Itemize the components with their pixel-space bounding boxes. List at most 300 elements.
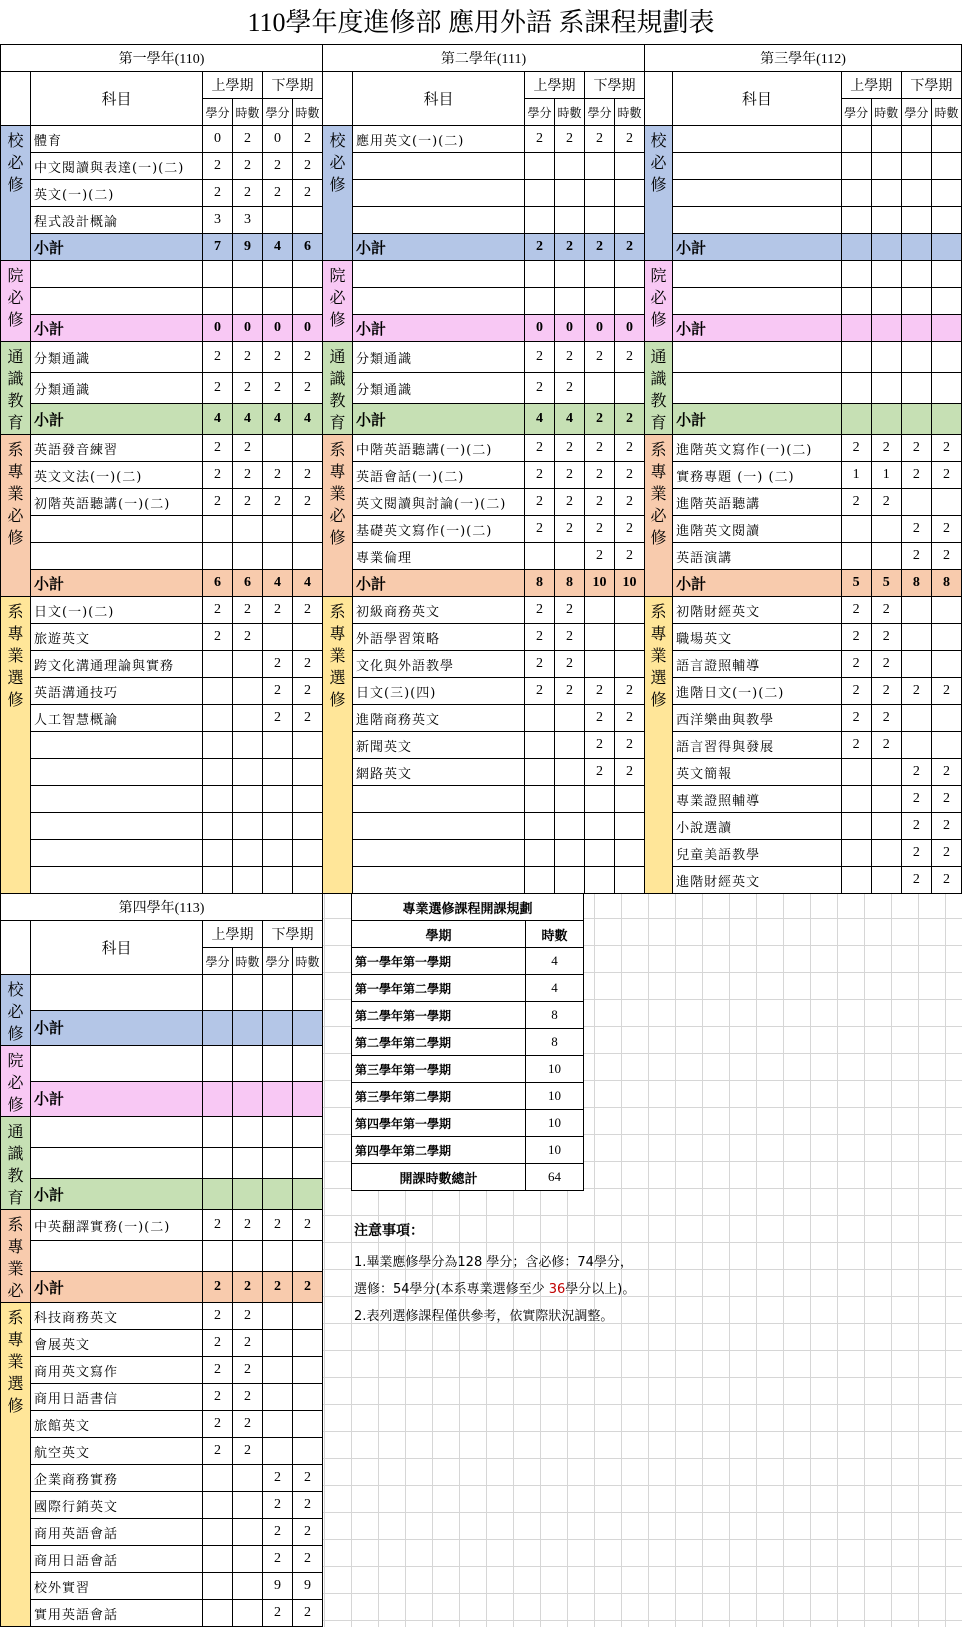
course-c2: 2: [263, 1492, 293, 1519]
course-row: [645, 705, 962, 732]
subtotal-c1: [203, 1179, 233, 1210]
course-c1: [841, 288, 871, 315]
course-row: [1, 975, 323, 1011]
course-name: [31, 732, 203, 759]
course-h1: [233, 1465, 263, 1492]
course-name: 旅館英文: [31, 1411, 203, 1438]
subtotal-row: [645, 234, 962, 261]
subtotal-h2: [931, 404, 961, 435]
course-h1: [233, 1046, 263, 1082]
course-c1: 0: [203, 126, 233, 153]
course-c2: [263, 1046, 293, 1082]
subtotal-label: 小計: [31, 404, 203, 435]
subtotal-h1: 0: [233, 315, 263, 342]
course-c2: 2: [901, 759, 931, 786]
course-name: 進階日文(一)(二): [673, 678, 842, 705]
course-c2: 2: [263, 1600, 293, 1627]
course-c1: 2: [525, 624, 555, 651]
subtotal-h1: [871, 315, 901, 342]
course-h2: 2: [931, 435, 961, 462]
course-h2: [931, 597, 961, 624]
course-row: [1, 1492, 323, 1519]
course-c1: [203, 1117, 233, 1148]
category-school-required: [1, 126, 31, 261]
course-h1: 2: [871, 705, 901, 732]
curriculum-table-year1: [0, 44, 323, 894]
course-c2: 2: [263, 180, 293, 207]
subtotal-h1: 2: [233, 1272, 263, 1303]
course-c1: 2: [525, 435, 555, 462]
course-name: 日文(三)(四): [353, 678, 525, 705]
course-c2: [263, 813, 293, 840]
course-h2: 2: [931, 462, 961, 489]
category-dept-elective: [1, 1303, 31, 1627]
course-h1: [871, 126, 901, 153]
course-name: [673, 342, 842, 373]
schedule-hours: 8: [526, 1002, 584, 1029]
course-c1: 2: [841, 624, 871, 651]
course-name: 中文閱讀與表達(一)(二): [31, 153, 203, 180]
course-c1: 2: [525, 126, 555, 153]
course-c1: 2: [841, 651, 871, 678]
course-c2: 2: [263, 1519, 293, 1546]
subtotal-c1: 2: [203, 1272, 233, 1303]
schedule-col-hours: 時數: [526, 921, 584, 948]
course-h1: 2: [233, 1357, 263, 1384]
course-row: [1, 624, 323, 651]
course-name: 英文閱讀與討論(一)(二): [353, 489, 525, 516]
course-row: [645, 786, 962, 813]
course-h2: [293, 207, 323, 234]
course-h2: [615, 651, 645, 678]
schedule-hours: 10: [526, 1137, 584, 1164]
course-name: [673, 288, 842, 315]
course-row: [323, 813, 645, 840]
course-row: [1, 759, 323, 786]
first-semester-header: 上學期: [841, 72, 901, 99]
subtotal-c2: 4: [263, 570, 293, 597]
subtotal-c2: [901, 315, 931, 342]
subtotal-h2: 0: [615, 315, 645, 342]
course-row: [323, 462, 645, 489]
course-row: [645, 261, 962, 288]
course-c1: [203, 1492, 233, 1519]
course-h2: [931, 288, 961, 315]
course-c1: [525, 543, 555, 570]
course-h1: 2: [871, 435, 901, 462]
course-c2: [901, 489, 931, 516]
blank-corner: [1, 72, 31, 126]
schedule-row: [352, 1083, 584, 1110]
first-semester-header: 上學期: [203, 72, 263, 99]
course-c2: [263, 1117, 293, 1148]
curriculum-table-year3: [644, 44, 962, 894]
category-text: 通識教育: [7, 1122, 24, 1207]
course-h1: [871, 840, 901, 867]
second-sem-credit-header: 學分: [263, 948, 293, 975]
course-name: 初階英語聽講(一)(二): [31, 489, 203, 516]
course-c1: [841, 867, 871, 894]
course-name: 旅遊英文: [31, 624, 203, 651]
course-h2: 2: [931, 867, 961, 894]
course-c2: [585, 624, 615, 651]
course-c1: [203, 543, 233, 570]
course-name: 專業證照輔導: [673, 786, 842, 813]
course-name: [31, 516, 203, 543]
category-college-required: [1, 1046, 31, 1117]
course-row: [323, 207, 645, 234]
course-name: 小說選讀: [673, 813, 842, 840]
curriculum-table-year2: [322, 44, 645, 894]
course-name: 新聞英文: [353, 732, 525, 759]
second-sem-credit-header: 學分: [263, 99, 293, 126]
course-h2: [931, 342, 961, 373]
subtotal-c2: [901, 234, 931, 261]
subtotal-c1: 2: [525, 234, 555, 261]
course-h1: 2: [555, 624, 585, 651]
category-text: 校必修: [650, 131, 667, 194]
course-h1: [555, 813, 585, 840]
course-h2: [293, 624, 323, 651]
category-dept-elective: [645, 597, 673, 894]
course-h1: 2: [871, 489, 901, 516]
schedule-row: [352, 1002, 584, 1029]
first-sem-credit-header: 學分: [525, 99, 555, 126]
course-c2: [263, 624, 293, 651]
course-h2: [293, 435, 323, 462]
course-c2: 2: [263, 1210, 293, 1241]
course-row: [323, 732, 645, 759]
course-h2: [293, 1384, 323, 1411]
course-name: 初級商務英文: [353, 597, 525, 624]
course-c2: [901, 705, 931, 732]
course-h1: 2: [555, 651, 585, 678]
subtotal-row: [1, 1081, 323, 1117]
course-h1: [233, 1546, 263, 1573]
subtotal-row: [323, 315, 645, 342]
course-c1: 2: [841, 732, 871, 759]
subtotal-h2: [931, 315, 961, 342]
subtotal-c2: 2: [585, 234, 615, 261]
course-h2: [931, 207, 961, 234]
subtotal-c1: 4: [525, 404, 555, 435]
course-name: 語言證照輔導: [673, 651, 842, 678]
course-h2: [931, 180, 961, 207]
course-name: 英語會話(一)(二): [353, 462, 525, 489]
schedule-row: [352, 1110, 584, 1137]
course-name: 中英翻譯實務(一)(二): [31, 1210, 203, 1241]
course-c2: [263, 867, 293, 894]
course-name: 基礎英文寫作(一)(二): [353, 516, 525, 543]
course-c2: [263, 288, 293, 315]
course-row: [1, 489, 323, 516]
course-name: 實用英語會話: [31, 1600, 203, 1627]
course-row: [323, 373, 645, 404]
course-h2: [293, 840, 323, 867]
course-c1: [525, 759, 555, 786]
course-h2: 2: [615, 126, 645, 153]
subtotal-label: 小計: [31, 570, 203, 597]
course-name: [31, 1117, 203, 1148]
note-elective-min: 36: [548, 1282, 566, 1297]
category-general-education: [1, 342, 31, 435]
schedule-hours: 10: [526, 1110, 584, 1137]
course-h2: 2: [615, 516, 645, 543]
subject-header: 科目: [353, 72, 525, 126]
course-c1: 2: [203, 462, 233, 489]
course-h1: 2: [555, 678, 585, 705]
course-h2: [931, 651, 961, 678]
subtotal-h2: 0: [293, 315, 323, 342]
course-h1: 3: [233, 207, 263, 234]
schedule-row: [352, 1137, 584, 1164]
course-name: 專業倫理: [353, 543, 525, 570]
course-h1: [233, 288, 263, 315]
course-h1: [233, 1573, 263, 1600]
course-c1: [525, 732, 555, 759]
course-c1: [525, 180, 555, 207]
course-c2: 9: [263, 1573, 293, 1600]
course-h2: 2: [293, 373, 323, 404]
course-h1: [233, 1241, 263, 1272]
schedule-semester: 第三學年第一學期: [352, 1056, 526, 1083]
subtotal-label: 小計: [31, 1272, 203, 1303]
course-c2: [901, 288, 931, 315]
course-h2: [931, 126, 961, 153]
subtotal-h2: [931, 234, 961, 261]
subtotal-c1: 8: [525, 570, 555, 597]
course-row: [1, 1465, 323, 1492]
course-c1: [525, 153, 555, 180]
course-name: 商用英語會話: [31, 1519, 203, 1546]
course-h2: 2: [615, 678, 645, 705]
course-h2: [615, 373, 645, 404]
course-c1: [203, 261, 233, 288]
course-c1: [203, 732, 233, 759]
course-c2: 2: [901, 678, 931, 705]
course-name: 校外實習: [31, 1573, 203, 1600]
course-name: 進階英語聽講: [673, 489, 842, 516]
course-h1: [233, 867, 263, 894]
course-c1: [841, 840, 871, 867]
course-name: [353, 867, 525, 894]
course-h1: 2: [555, 597, 585, 624]
first-sem-credit-header: 學分: [203, 948, 233, 975]
course-c2: [901, 261, 931, 288]
course-row: [1, 1148, 323, 1179]
course-h1: [871, 288, 901, 315]
subtotal-c1: 5: [841, 570, 871, 597]
course-h2: 2: [615, 543, 645, 570]
course-h1: 2: [233, 1438, 263, 1465]
schedule-semester: 第二學年第一學期: [352, 1002, 526, 1029]
course-c1: 2: [525, 516, 555, 543]
course-row: [645, 489, 962, 516]
course-h2: [615, 813, 645, 840]
year-header: 第一學年(110): [1, 45, 323, 72]
course-row: [1, 1330, 323, 1357]
course-h2: [293, 516, 323, 543]
course-c2: 2: [263, 373, 293, 404]
subtotal-h2: 10: [615, 570, 645, 597]
course-row: [1, 516, 323, 543]
course-c1: [525, 261, 555, 288]
course-h1: 2: [233, 1411, 263, 1438]
course-h1: [555, 840, 585, 867]
course-h2: 2: [615, 435, 645, 462]
course-h2: 2: [293, 1519, 323, 1546]
course-h2: [615, 840, 645, 867]
course-name: 英文簡報: [673, 759, 842, 786]
course-h2: 2: [293, 489, 323, 516]
category-general-education: [323, 342, 353, 435]
category-text: 系專業必修: [650, 440, 667, 547]
schedule-hours: 8: [526, 1029, 584, 1056]
course-c1: [203, 975, 233, 1011]
course-h1: [555, 207, 585, 234]
schedule-total-label: 開課時數總計: [352, 1164, 526, 1191]
course-name: [673, 126, 842, 153]
course-name: 程式設計概論: [31, 207, 203, 234]
subtotal-label: 小計: [31, 1179, 203, 1210]
course-h1: 2: [233, 342, 263, 373]
course-c2: [263, 975, 293, 1011]
course-h2: 2: [615, 489, 645, 516]
course-row: [645, 342, 962, 373]
course-c1: 2: [525, 342, 555, 373]
course-row: [323, 840, 645, 867]
subtotal-h2: [293, 1010, 323, 1046]
course-name: [673, 180, 842, 207]
course-row: [323, 705, 645, 732]
course-name: 西洋樂曲與教學: [673, 705, 842, 732]
course-c1: 2: [525, 597, 555, 624]
course-h1: [871, 516, 901, 543]
course-name: 分類通識: [31, 342, 203, 373]
course-row: [645, 373, 962, 404]
course-name: 會展英文: [31, 1330, 203, 1357]
course-name: [31, 1046, 203, 1082]
subtotal-h1: 5: [871, 570, 901, 597]
course-h1: [871, 180, 901, 207]
subtotal-c2: [263, 1179, 293, 1210]
course-c2: 2: [901, 543, 931, 570]
course-h1: [233, 813, 263, 840]
course-c1: 2: [203, 1357, 233, 1384]
course-h1: [555, 153, 585, 180]
course-name: 分類通識: [353, 373, 525, 404]
course-c1: 2: [203, 180, 233, 207]
course-c2: [901, 732, 931, 759]
course-row: [323, 597, 645, 624]
subtotal-row: [1, 404, 323, 435]
subtotal-h1: 4: [233, 404, 263, 435]
course-h1: [871, 207, 901, 234]
course-h1: 2: [233, 126, 263, 153]
course-row: [1, 435, 323, 462]
subtotal-h1: 0: [555, 315, 585, 342]
subtotal-label: 小計: [31, 234, 203, 261]
subtotal-label: 小計: [673, 234, 842, 261]
course-row: [1, 651, 323, 678]
course-h1: [233, 840, 263, 867]
schedule-hours: 10: [526, 1056, 584, 1083]
course-row: [1, 678, 323, 705]
category-dept-required: [1, 435, 31, 597]
course-name: [31, 1241, 203, 1272]
course-h1: [555, 288, 585, 315]
course-h2: [293, 1330, 323, 1357]
course-name: 文化與外語教學: [353, 651, 525, 678]
schedule-title: 專業選修課程開課規劃: [352, 894, 584, 921]
first-semester-header: 上學期: [525, 72, 585, 99]
course-h2: 2: [293, 705, 323, 732]
course-h1: [555, 759, 585, 786]
course-c2: [585, 786, 615, 813]
subtotal-c2: [263, 1010, 293, 1046]
course-c2: [901, 624, 931, 651]
subtotal-c1: [203, 1081, 233, 1117]
course-h1: [871, 786, 901, 813]
course-h1: 2: [555, 489, 585, 516]
category-school-required: [1, 975, 31, 1046]
schedule-row: [352, 948, 584, 975]
category-text: 系專業必修: [7, 440, 24, 547]
note-line-3: 2.表列選修課程僅供參考，依實際狀況調整。: [354, 1309, 614, 1324]
category-text: 院必修: [329, 266, 346, 329]
course-c1: [203, 786, 233, 813]
course-c1: [525, 288, 555, 315]
category-general-education: [1, 1117, 31, 1210]
course-c1: 2: [203, 342, 233, 373]
course-c2: [263, 1303, 293, 1330]
course-h2: [293, 1303, 323, 1330]
subtotal-c1: 0: [525, 315, 555, 342]
category-text: 院必修: [650, 266, 667, 329]
blank-corner: [323, 72, 353, 126]
course-c1: [203, 516, 233, 543]
course-c2: 2: [901, 813, 931, 840]
subtotal-label: 小計: [353, 570, 525, 597]
course-name: [31, 759, 203, 786]
category-text: 系專業必修: [329, 440, 346, 547]
course-c2: 2: [263, 1465, 293, 1492]
subtotal-row: [1, 1010, 323, 1046]
course-h1: [233, 732, 263, 759]
course-h2: 2: [293, 1546, 323, 1573]
category-text: 通識教育: [7, 347, 24, 432]
course-c1: 2: [203, 597, 233, 624]
course-row: [323, 261, 645, 288]
course-name: [673, 207, 842, 234]
course-c2: [263, 1411, 293, 1438]
course-c2: 2: [263, 597, 293, 624]
schedule-semester: 第一學年第二學期: [352, 975, 526, 1002]
course-name: 企業商務實務: [31, 1465, 203, 1492]
course-name: 國際行銷英文: [31, 1492, 203, 1519]
course-name: [31, 1148, 203, 1179]
course-c1: [203, 1465, 233, 1492]
course-row: [1, 597, 323, 624]
course-h1: [555, 786, 585, 813]
course-h1: [233, 1492, 263, 1519]
course-row: [645, 153, 962, 180]
course-name: 分類通識: [31, 373, 203, 404]
course-name: 中階英語聽講(一)(二): [353, 435, 525, 462]
subtotal-c2: 0: [585, 315, 615, 342]
course-h2: 2: [293, 1465, 323, 1492]
elective-schedule-table: [351, 893, 584, 1191]
